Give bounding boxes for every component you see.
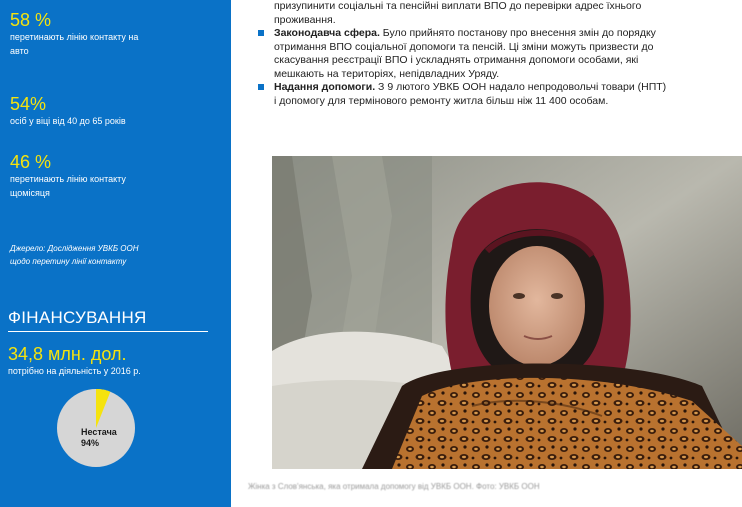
stat-value: 46 % <box>10 152 52 172</box>
article-body <box>258 0 742 150</box>
pie-label-value: 94% <box>81 438 100 448</box>
paragraph-line: призупинити соціальні та пенсійні виплати ВПО до перевірки адрес їхнього <box>274 0 642 12</box>
paragraph-line: проживання. <box>274 13 336 26</box>
funding-heading: ФІНАНСУВАННЯ <box>8 308 147 327</box>
sidebar-infobox <box>0 0 231 507</box>
pie-label-title: Нестача <box>81 427 117 437</box>
stat-description-line: перетинають лінію контакту на <box>10 32 139 42</box>
source-note <box>10 242 200 268</box>
bullet-continuation: отримання ВПО соціальної допомоги та пенсій. Ці зміни можуть призвести до <box>274 40 654 53</box>
stat-description-line: перетинають лінію контакту <box>10 174 126 184</box>
bullet-square-icon <box>258 84 264 90</box>
bullet-text: З 9 лютого УВКБ ООН надало непродовольчі товари (НПТ) <box>375 81 667 93</box>
photo-elderly-woman <box>272 156 742 469</box>
bullet-continuation: скасування реєстрації ВПО і ускладнять отримання допомоги особами, які <box>274 54 639 66</box>
bullet-continuation: і допомогу для термінового ремонту житла більш ніж 11 400 особам. <box>274 94 609 107</box>
stat-description-line: осіб у віці від 40 до 65 років <box>10 116 126 126</box>
bullet-continuation: мешкають на територіях, непідвладних Уряду. <box>274 67 500 80</box>
bullet-text: Було прийнято постанову про внесення змін до порядку <box>379 27 656 39</box>
stat-description-line: авто <box>10 46 29 56</box>
bullet-item-legislation <box>258 27 742 41</box>
funding-divider <box>8 331 208 332</box>
funding-description: потрібно на діяльність у 2016 р. <box>8 366 141 376</box>
bullet-lead: Надання допомоги. <box>274 81 376 93</box>
source-note-line: Джерело: Дослідження УВКБ ООН <box>10 244 139 253</box>
source-note-line: щодо перетину лінії контакту <box>10 257 127 266</box>
stat-car-crossing <box>10 10 210 58</box>
stat-monthly-crossing <box>10 152 210 200</box>
bullet-item-assistance <box>258 81 742 95</box>
stat-value: 58 % <box>10 10 52 30</box>
funding-amount: 34,8 млн. дол. <box>8 344 127 364</box>
stat-description-line: щомісяця <box>10 188 50 198</box>
stat-age-group <box>10 94 210 128</box>
photo-caption: Жінка з Слов'янська, яка отримала допомогу від УВКБ ООН. Фото: УВКБ ООН <box>248 482 540 491</box>
stat-value: 54% <box>10 94 47 114</box>
bullet-square-icon <box>258 30 264 36</box>
funding-pie-chart <box>55 387 137 469</box>
bullet-lead: Законодавча сфера. <box>274 27 380 39</box>
